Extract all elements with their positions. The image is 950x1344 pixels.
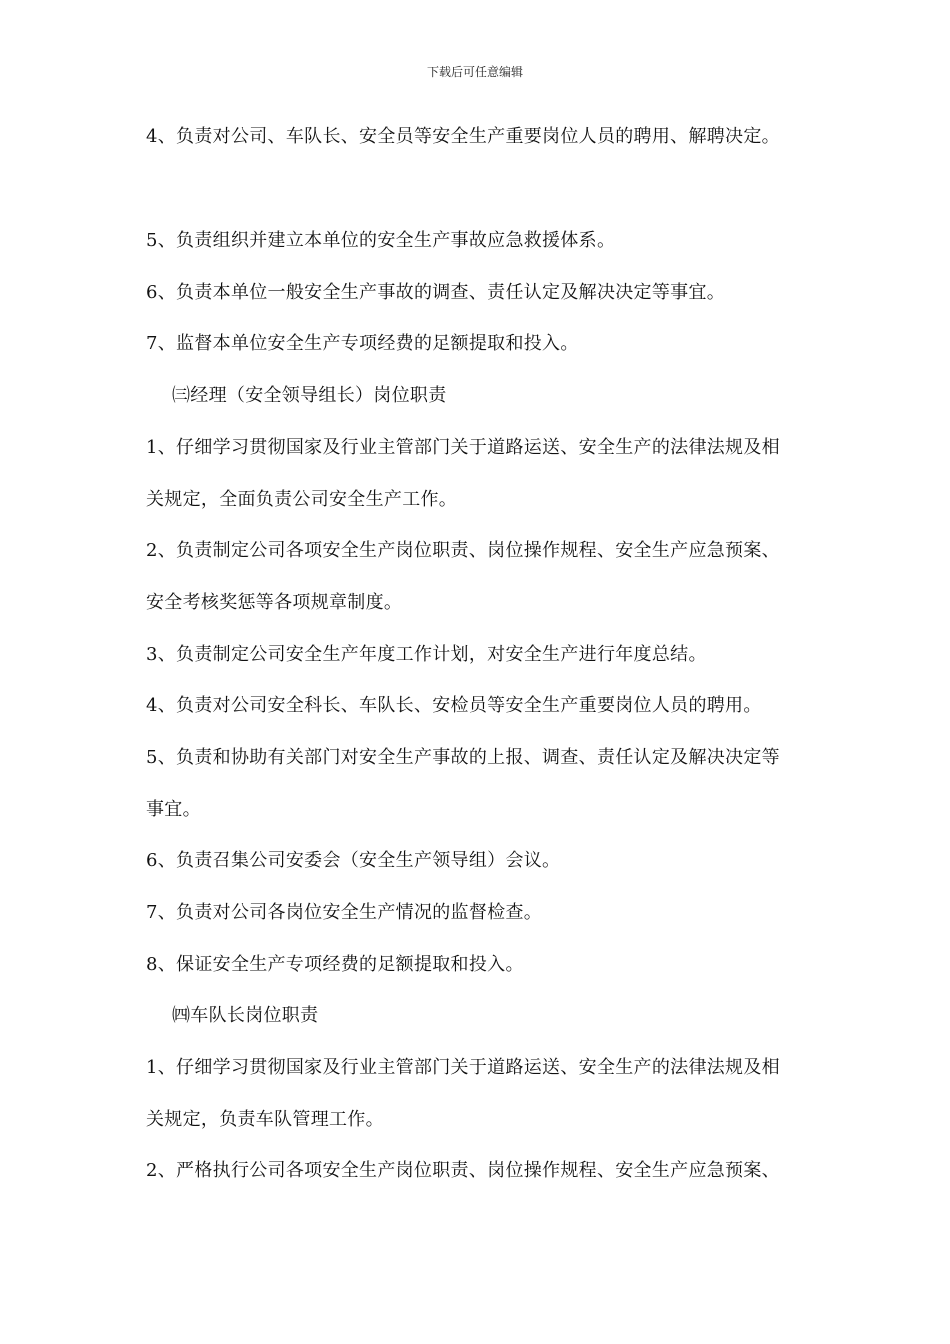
paragraph-line: 3、负责制定公司安全生产年度工作计划，对安全生产进行年度总结。 xyxy=(146,644,707,665)
paragraph-line: 2、严格执行公司各项安全生产岗位职责、岗位操作规程、安全生产应急预案、 xyxy=(146,1160,780,1181)
paragraph-line: 安全考核奖惩等各项规章制度。 xyxy=(146,592,403,613)
paragraph-line: 7、负责对公司各岗位安全生产情况的监督检查。 xyxy=(146,902,543,923)
page-header: 下载后可任意编辑 xyxy=(426,65,523,79)
paragraph-line: 7、监督本单位安全生产专项经费的足额提取和投入。 xyxy=(146,333,579,354)
paragraph-line: 2、负责制定公司各项安全生产岗位职责、岗位操作规程、安全生产应急预案、 xyxy=(146,540,780,561)
paragraph-line: 6、负责召集公司安委会（安全生产领导组）会议。 xyxy=(146,850,561,871)
section-heading: ㈣车队长岗位职责 xyxy=(172,1005,319,1026)
paragraph-line: 5、负责和协助有关部门对安全生产事故的上报、调查、责任认定及解决决定等 xyxy=(146,747,780,768)
paragraph-line: 1、仔细学习贯彻国家及行业主管部门关于道路运送、安全生产的法律法规及相 xyxy=(146,1057,780,1078)
paragraph-line: 1、仔细学习贯彻国家及行业主管部门关于道路运送、安全生产的法律法规及相 xyxy=(146,437,780,458)
paragraph-line: 4、负责对公司安全科长、车队长、安检员等安全生产重要岗位人员的聘用。 xyxy=(146,695,762,716)
paragraph-line: 关规定，全面负责公司安全生产工作。 xyxy=(146,489,458,510)
paragraph-line: 6、负责本单位一般安全生产事故的调查、责任认定及解决决定等事宜。 xyxy=(146,282,726,303)
paragraph-line: 事宜。 xyxy=(146,799,201,820)
paragraph-line: 5、负责组织并建立本单位的安全生产事故应急救援体系。 xyxy=(146,230,616,251)
paragraph-line: 8、保证安全生产专项经费的足额提取和投入。 xyxy=(146,954,524,975)
section-heading: ㈢经理（安全领导组长）岗位职责 xyxy=(172,385,447,406)
paragraph-line: 4、负责对公司、车队长、安全员等安全生产重要岗位人员的聘用、解聘决定。 xyxy=(146,126,780,147)
paragraph-line: 关规定，负责车队管理工作。 xyxy=(146,1109,384,1130)
